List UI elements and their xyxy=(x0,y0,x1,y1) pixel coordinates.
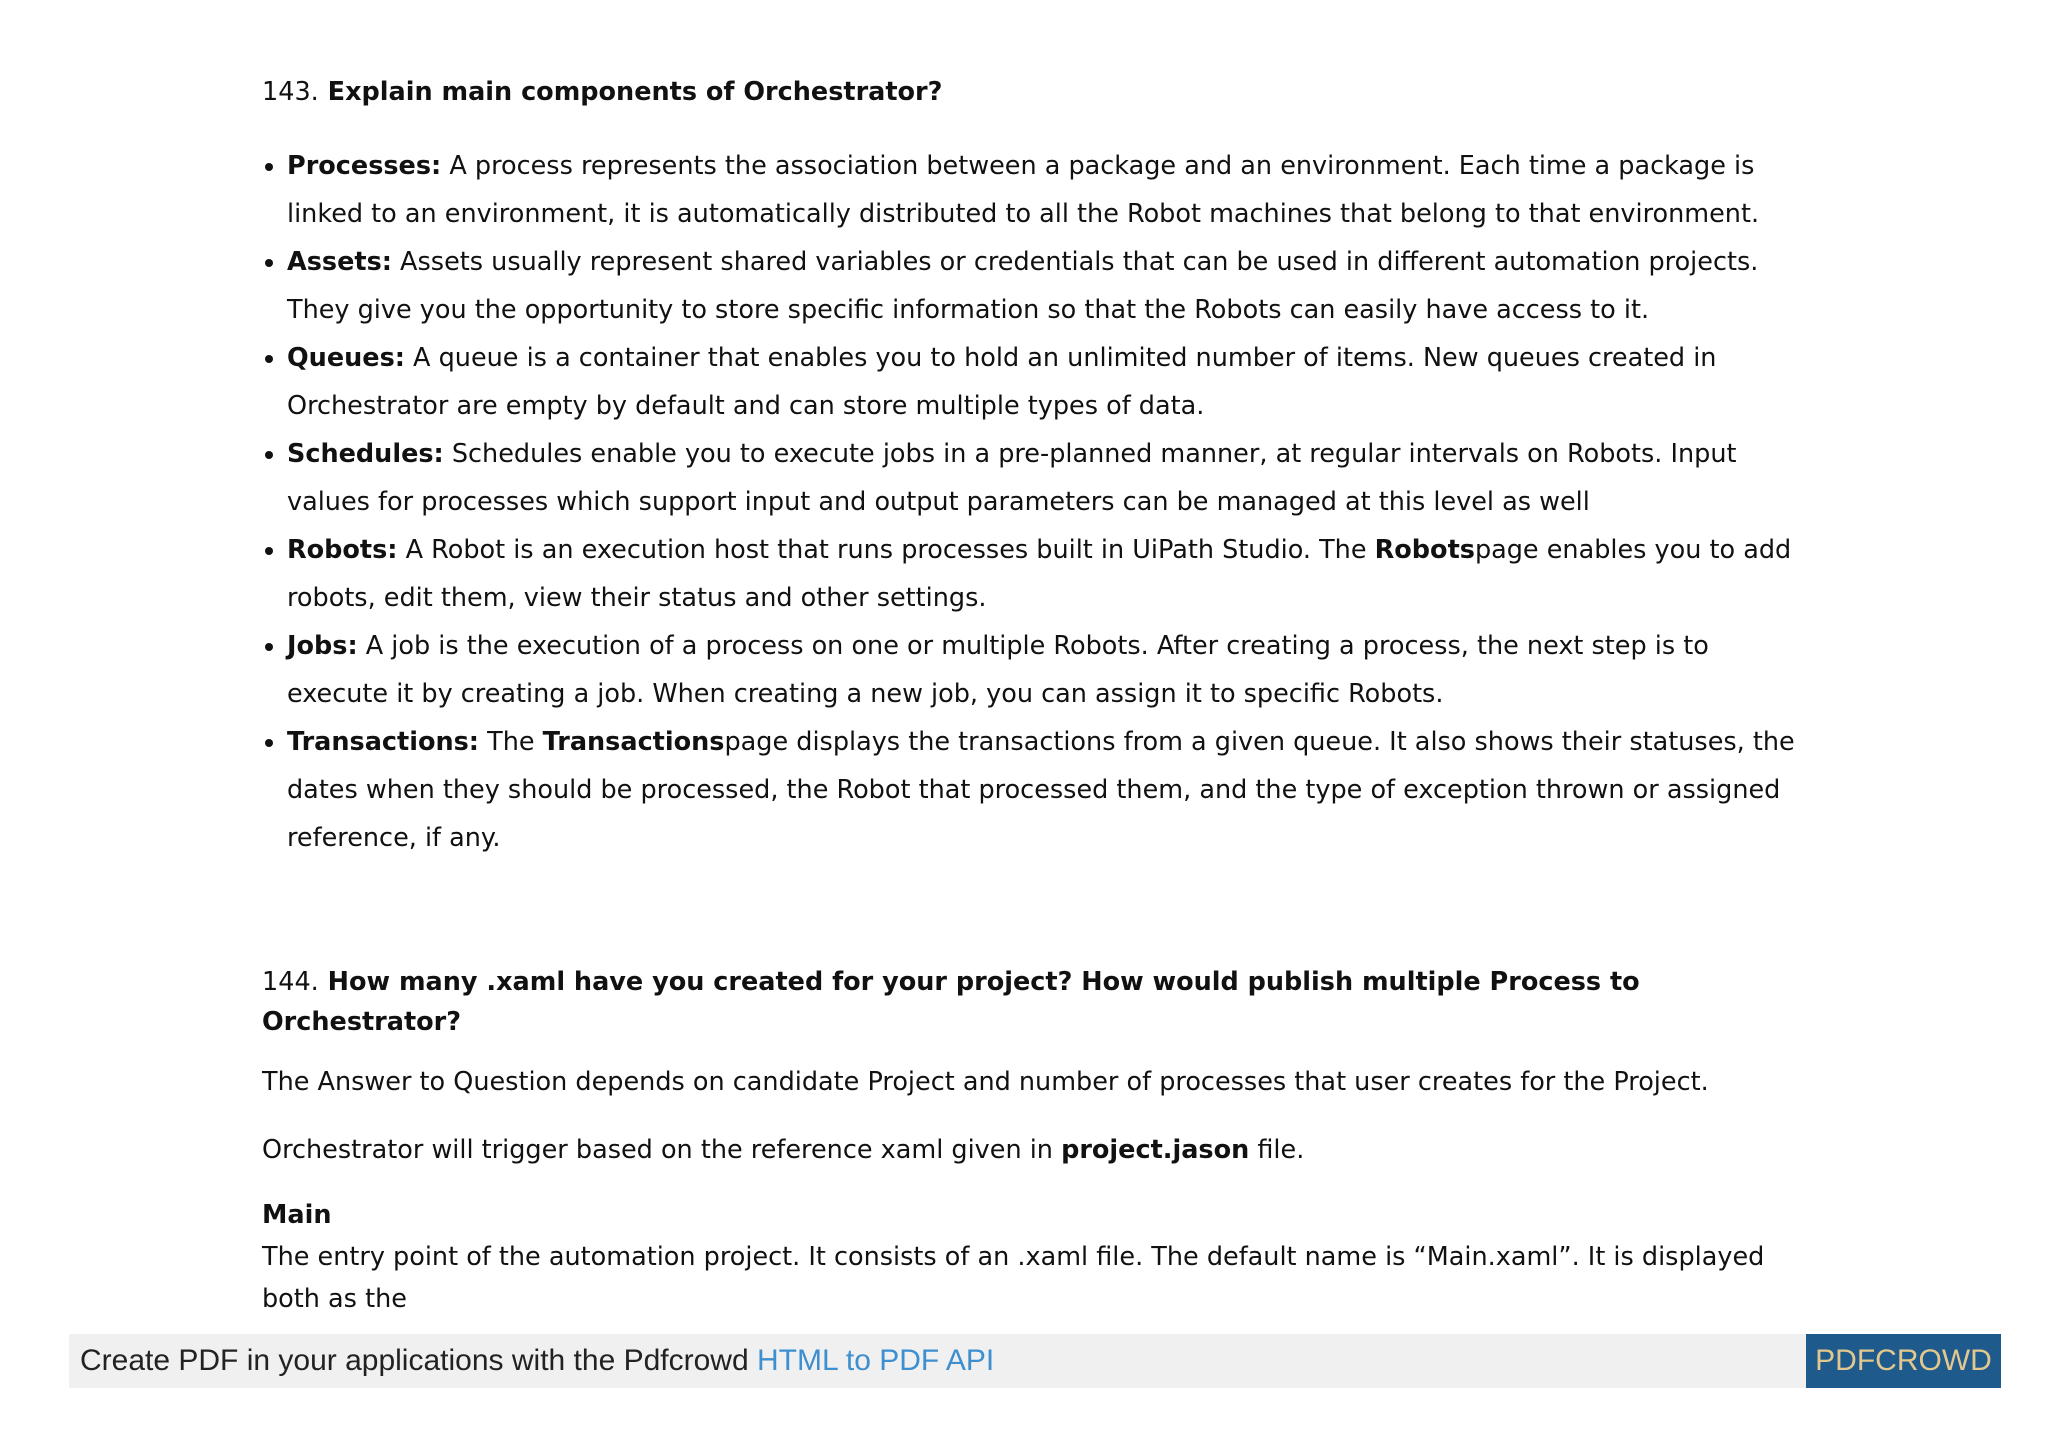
orchestrator-components-list xyxy=(262,142,1802,862)
term-transactions: Transactions: xyxy=(287,727,480,757)
term-schedules: Schedules: xyxy=(287,439,444,469)
list-item-robots xyxy=(287,526,1802,622)
main-section-description: The entry point of the automation project. It consists of an .xaml file. The default name is “Main.xaml”. It is displayed both as the xyxy=(262,1242,1765,1314)
desc-jobs: A job is the execution of a process on one or multiple Robots. After creating a process, the next step is to execute it by creating a job. When creating a new job, you can assign it to specific Robots. xyxy=(287,631,1709,709)
list-item-schedules xyxy=(287,430,1802,526)
term-robots: Robots: xyxy=(287,535,398,565)
robots-page-name: Robots xyxy=(1374,535,1475,565)
list-item-jobs xyxy=(287,622,1802,718)
footer-text xyxy=(80,1334,994,1388)
pdfcrowd-logo-button[interactable]: PDFCROWD xyxy=(1806,1334,2001,1388)
question-144-heading xyxy=(262,962,1802,1042)
main-section-label: Main xyxy=(262,1200,332,1230)
document-page xyxy=(262,72,1802,1320)
desc-robots-end: page enables you to add robots, edit them, view their status and other settings. xyxy=(287,535,1792,613)
project-json-filename: project.jason xyxy=(1061,1135,1250,1165)
term-jobs: Jobs: xyxy=(287,631,358,661)
question-143-heading xyxy=(262,72,1802,112)
desc-processes: A process represents the association between a package and an environment. Each time a package is linked to an environment, it is automatically distributed to all the Robot machines that belong to that environment. xyxy=(287,151,1760,229)
question-number: 143. xyxy=(262,77,319,107)
desc-schedules: Schedules enable you to execute jobs in a pre-planned manner, at regular intervals on Robots. Input values for processes which support input and output parameters can be managed at this level as well xyxy=(287,439,1737,517)
term-processes: Processes: xyxy=(287,151,442,181)
para2-text-start: Orchestrator will trigger based on the reference xaml given in xyxy=(262,1135,1062,1165)
question-number: 144. xyxy=(262,967,319,997)
list-item-queues xyxy=(287,334,1802,430)
desc-transactions-start: The xyxy=(479,727,543,757)
desc-queues: A queue is a container that enables you to hold an unlimited number of items. New queues created in Orchestrator are empty by default and can store multiple types of data. xyxy=(287,343,1717,421)
desc-transactions-end: page displays the transactions from a given queue. It also shows their statuses, the dates when they should be processed, the Robot that processed them, and the type of exception thrown or assigned reference, if any. xyxy=(287,727,1795,853)
para2-text-end: file. xyxy=(1249,1135,1305,1165)
html-to-pdf-api-link[interactable]: HTML to PDF API xyxy=(756,1344,995,1377)
desc-assets: Assets usually represent shared variables or credentials that can be used in different automation projects. They give you the opportunity to store specific information so that the Robots can easily have access to it. xyxy=(287,247,1759,325)
pdfcrowd-footer-banner xyxy=(69,1334,2001,1388)
footer-message: Create PDF in your applications with the Pdfcrowd xyxy=(80,1344,757,1377)
transactions-page-name: Transactions xyxy=(542,727,725,757)
list-item-transactions xyxy=(287,718,1802,862)
list-item-processes xyxy=(287,142,1802,238)
question-title: How many .xaml have you created for your project? How would publish multiple Process to Orchestrator? xyxy=(262,967,1640,1037)
section-spacer xyxy=(262,862,1802,962)
term-queues: Queues: xyxy=(287,343,405,373)
answer-paragraph-1: The Answer to Question depends on candidate Project and number of processes that user creates for the Project. xyxy=(262,1067,1709,1097)
answer-paragraph-2 xyxy=(262,1126,1802,1174)
list-item-assets xyxy=(287,238,1802,334)
question-title: Explain main components of Orchestrator? xyxy=(327,77,943,107)
term-assets: Assets: xyxy=(287,247,392,277)
desc-robots-start: A Robot is an execution host that runs processes built in UiPath Studio. The xyxy=(397,535,1375,565)
